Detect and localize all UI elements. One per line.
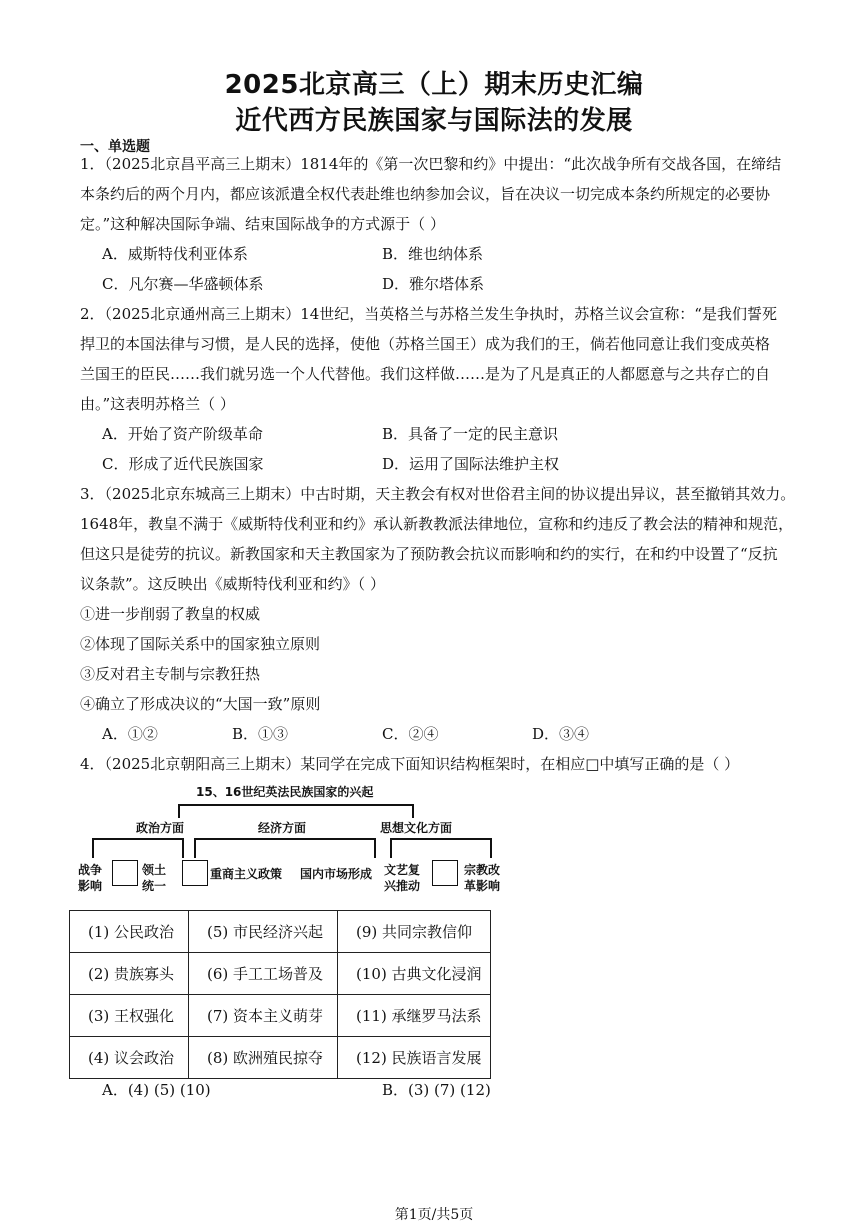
q4-option-a[interactable]: A．(4) (5) (10) — [102, 1081, 211, 1099]
table-cell: (10) 古典文化浸润 — [338, 953, 491, 995]
diagram-title: 15、16世纪英法民族国家的兴起 — [196, 785, 374, 799]
q2-option-d[interactable]: D．运用了国际法维护主权 — [382, 455, 560, 473]
table-cell: (3) 王权强化 — [70, 995, 189, 1037]
q4-option-b[interactable]: B．(3) (7) (12) — [382, 1081, 491, 1099]
q3-option-b[interactable]: B．①③ — [232, 725, 289, 743]
diagram-leaf-war-line1: 战争 — [78, 863, 103, 877]
table-cell: (6) 手工工场普及 — [189, 953, 338, 995]
diagram-branch-political: 政治方面 — [136, 821, 185, 835]
q4-choices-table — [69, 910, 491, 1079]
q3-option-a[interactable]: A．①② — [102, 725, 158, 743]
table-cell: (4) 议会政治 — [70, 1037, 189, 1079]
table-row — [70, 953, 491, 995]
table-row — [70, 911, 491, 953]
table-cell: (7) 资本主义萌芽 — [189, 995, 338, 1037]
diagram-branch-economic: 经济方面 — [258, 821, 307, 835]
page-number: 第1页/共5页 — [394, 1207, 474, 1223]
q2-option-a[interactable]: A．开始了资产阶级革命 — [102, 425, 263, 443]
q3-option-d[interactable]: D．③④ — [532, 725, 590, 743]
diagram-leaf-territory-line1: 领土 — [142, 863, 167, 877]
q3-item: ③反对君主专制与宗教狂热 — [80, 665, 261, 683]
q2-option-c[interactable]: C．形成了近代民族国家 — [102, 455, 264, 473]
q1-option-c[interactable]: C．凡尔赛—华盛顿体系 — [102, 275, 264, 293]
table-cell: (12) 民族语言发展 — [338, 1037, 491, 1079]
diagram-leaf-territory-line2: 统一 — [142, 879, 167, 893]
diagram-leaf-mercantilism: 重商主义政策 — [210, 867, 283, 881]
q3-stem-line: 但这只是徒劳的抗议。新教国家和天主教国家为了预防教会抗议而影响和约的实行，在和约中设置了“反抗 — [80, 545, 778, 563]
diagram-leaf-market: 国内市场形成 — [300, 867, 373, 881]
table-cell: (1) 公民政治 — [70, 911, 189, 953]
q1-option-a[interactable]: A．威斯特伐利亚体系 — [102, 245, 248, 263]
diagram-leaf-war-line2: 影响 — [78, 879, 103, 893]
table-cell: (9) 共同宗教信仰 — [338, 911, 491, 953]
q3-stem-line: 1648年，教皇不满于《威斯特伐利亚和约》承认新教教派法律地位，宣称和约违反了教会法的精神和规范， — [80, 515, 794, 533]
q1-stem-line: 定。”这种解决国际争端、结束国际战争的方式源于（ ） — [80, 215, 445, 233]
table-row — [70, 1037, 491, 1079]
diagram-blank-box-cultural[interactable] — [432, 860, 458, 886]
q3-item: ②体现了国际关系中的国家独立原则 — [80, 635, 321, 653]
table-cell: (2) 贵族寡头 — [70, 953, 189, 995]
diagram-blank-box-political[interactable] — [112, 860, 138, 886]
q3-option-c[interactable]: C．②④ — [382, 725, 439, 743]
q2-stem-line: 捍卫的本国法律与习惯，是人民的选择，使他（苏格兰国王）成为我们的王，倘若他同意让我们变成英格 — [80, 335, 771, 353]
q1-option-d[interactable]: D．雅尔塔体系 — [382, 275, 485, 293]
diagram-leaf-renaissance-line2: 兴推动 — [384, 879, 421, 893]
page-title: 2025北京高三（上）期末历史汇编 — [224, 70, 644, 100]
q3-stem-line: 3．（2025北京东城高三上期末）中古时期，天主教会有权对世俗君主间的协议提出异议，甚至撤销其效力。 — [80, 485, 796, 503]
q4-stem-line: 4．（2025北京朝阳高三上期末）某同学在完成下面知识结构框架时，在相应□中填写正确的是（ ） — [80, 755, 740, 773]
q3-item: ①进一步削弱了教皇的权威 — [80, 605, 261, 623]
q3-item: ④确立了形成决议的“大国一致”原则 — [80, 695, 321, 713]
page-subtitle: 近代西方民族国家与国际法的发展 — [235, 106, 633, 136]
table-row — [70, 995, 491, 1037]
diagram-branch-cultural: 思想文化方面 — [380, 821, 453, 835]
q2-stem-line: 由。”这表明苏格兰（ ） — [80, 395, 235, 413]
q1-option-b[interactable]: B．维也纳体系 — [382, 245, 484, 263]
table-cell: (5) 市民经济兴起 — [189, 911, 338, 953]
q2-option-b[interactable]: B．具备了一定的民主意识 — [382, 425, 559, 443]
diagram-leaf-renaissance-line1: 文艺复 — [384, 863, 421, 877]
q1-stem-line: 1．（2025北京昌平高三上期末）1814年的《第一次巴黎和约》中提出：“此次战争所有交战各国，在缔结 — [80, 155, 782, 173]
knowledge-framework-diagram — [70, 782, 510, 906]
q2-stem-line: 兰国王的臣民……我们就另选一个人代替他。我们这样做……是为了凡是真正的人都愿意与之共存亡的自 — [80, 365, 771, 383]
table-cell: (11) 承继罗马法系 — [338, 995, 491, 1037]
q1-stem-line: 本条约后的两个月内，都应该派遣全权代表赴维也纳参加会议，旨在决议一切完成本条约所规定的必要协 — [80, 185, 771, 203]
section-heading: 一、单选题 — [80, 139, 150, 155]
diagram-leaf-reformation-line1: 宗教改 — [464, 863, 501, 877]
diagram-blank-box-economic[interactable] — [182, 860, 208, 886]
q2-stem-line: 2．（2025北京通州高三上期末）14世纪，当英格兰与苏格兰发生争执时，苏格兰议会宣称：“是我们誓死 — [80, 305, 777, 323]
table-cell: (8) 欧洲殖民掠夺 — [189, 1037, 338, 1079]
diagram-leaf-reformation-line2: 革影响 — [464, 879, 501, 893]
q3-stem-line: 议条款”。这反映出《威斯特伐利亚和约》（ ） — [80, 575, 385, 593]
